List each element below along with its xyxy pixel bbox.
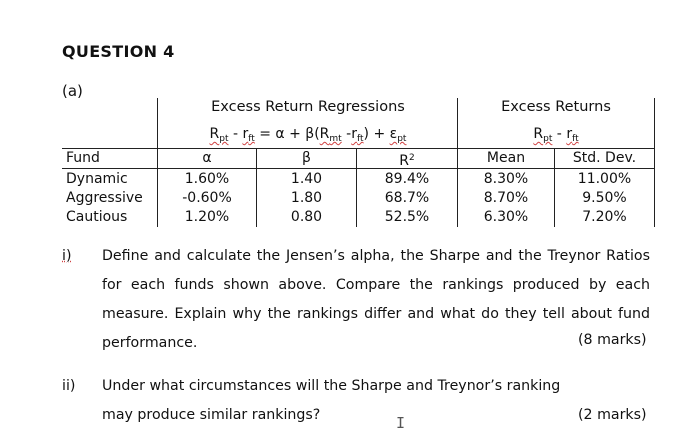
- header-std-dev: Std. Dev.: [572, 150, 637, 166]
- group-left-title: Excess Return Regressions: [211, 99, 405, 115]
- part-label: (a): [62, 82, 83, 100]
- beta-value: 1.80: [290, 190, 323, 206]
- r2-value: 89.4%: [384, 171, 430, 187]
- header-r-squared: $R^2$: [399, 153, 415, 169]
- question-text: Under what circumstances will the Sharpe and Treynor’s ranking may produce similar rankings?: [102, 378, 561, 423]
- table-divider: [654, 98, 655, 227]
- header-beta: β: [302, 150, 311, 166]
- r2-value: 68.7%: [384, 190, 430, 206]
- question-i: [62, 242, 662, 362]
- fund-name: Cautious: [66, 209, 128, 225]
- question-marks: (2 marks): [578, 407, 647, 423]
- alpha-value: -0.60%: [182, 190, 232, 206]
- std-value: 7.20%: [582, 209, 627, 225]
- beta-value: 1.40: [290, 171, 323, 187]
- mean-value: 8.30%: [483, 171, 529, 187]
- fund-name: Aggressive: [66, 190, 143, 206]
- mean-value: 6.30%: [483, 209, 529, 225]
- excess-returns-formula: $R_{pt} - r_{ft}$: [533, 126, 579, 144]
- question-number: i): [62, 248, 72, 264]
- header-mean: Mean: [486, 150, 526, 166]
- question-title: QUESTION 4: [62, 42, 175, 61]
- question-text: Define and calculate the Jensen’s alpha, the Sharpe and the Treynor Ratios for each funds shown above. Compare the rankings produced by each measure. Explain why the rankings differ and what do they tell about fund performance.: [102, 248, 650, 351]
- question-ii: [62, 372, 662, 432]
- std-value: 9.50%: [582, 190, 627, 206]
- header-fund: Fund: [66, 150, 100, 166]
- question-number: ii): [62, 378, 76, 394]
- alpha-value: 1.20%: [184, 209, 230, 225]
- mean-value: 8.70%: [483, 190, 529, 206]
- r2-value: 52.5%: [384, 209, 430, 225]
- regression-formula: $R_{pt} - r_{ft} = \alpha + \beta(R_{mt}$ $-r_{ft}) + \varepsilon_{pt}$: [209, 126, 407, 144]
- fund-name: Dynamic: [66, 171, 128, 187]
- group-right-title: Excess Returns: [501, 99, 611, 115]
- std-value: 11.00%: [577, 171, 632, 187]
- header-alpha: α: [202, 150, 212, 166]
- question-marks: (8 marks): [578, 332, 647, 348]
- alpha-value: 1.60%: [184, 171, 230, 187]
- text-cursor-icon: I: [396, 414, 406, 432]
- beta-value: 0.80: [290, 209, 323, 225]
